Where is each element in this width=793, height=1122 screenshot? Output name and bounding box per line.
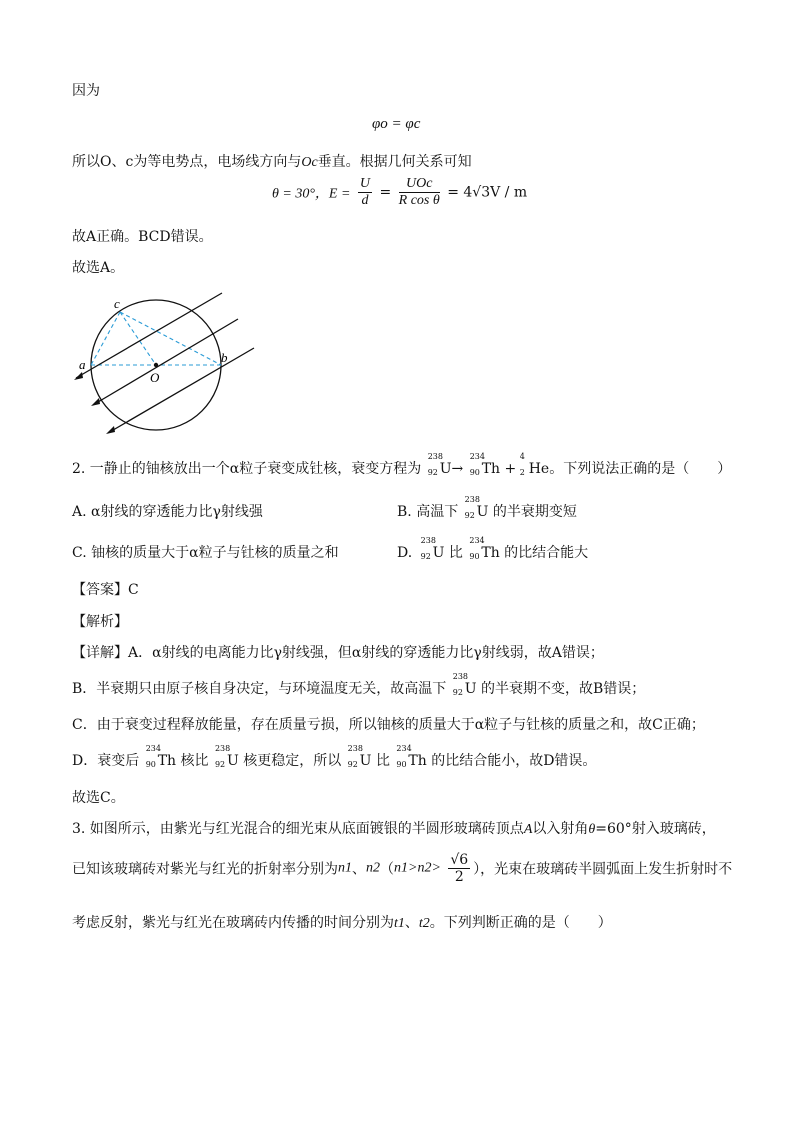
dashed-ca bbox=[91, 312, 120, 365]
theta-symbol: θ bbox=[588, 822, 596, 837]
sqrt6-over-2 bbox=[448, 852, 470, 885]
analysis-tag: 【解析】 bbox=[72, 614, 128, 630]
q3-line3: 考虑反射，紫光与红光在玻璃砖内传播的时间分别为t1、t2。下列判断正确的是（ ） bbox=[72, 915, 612, 931]
because-text: 因为 bbox=[72, 83, 100, 99]
uoc-over-rcos bbox=[399, 176, 440, 209]
q3-line1: 3. 如图所示，由紫光与红光混合的细光束从底面镀银的半圆形玻璃砖顶点A以入射角θ=60°射入玻璃砖， bbox=[72, 821, 716, 837]
u238-nuclide-d: 238 92 U bbox=[420, 536, 445, 561]
equipotential-text-end: 垂直。根据几何关系可知 bbox=[317, 154, 472, 170]
n2-symbol: n2 bbox=[366, 860, 380, 876]
u-over-d-den: d bbox=[361, 193, 369, 208]
he4-nuclide: 4 2 He bbox=[519, 452, 550, 477]
q2-option-b: B. 高温下 238 92 U 的半衰期变短 bbox=[397, 495, 577, 520]
field-result: = 4√3V / m bbox=[447, 184, 528, 201]
u238-nuclide-detail-d2: 238 92 U bbox=[347, 744, 372, 769]
uoc-num: UOc bbox=[399, 176, 440, 193]
decay-arrow: → bbox=[451, 461, 464, 477]
q2-answer bbox=[72, 579, 139, 599]
answer-tag: 【答案】 bbox=[72, 582, 128, 598]
detail-d-line: D．衰变后 234 90 Th 核比 238 92 U 核更稳定，所以 238 92 U 比 234 90 Th 的比结合能小，故D错误。 bbox=[72, 744, 597, 769]
choose-c-text: 故选C。 bbox=[72, 790, 125, 806]
label-o: O bbox=[150, 370, 160, 385]
field-equation bbox=[272, 176, 527, 209]
u-over-d bbox=[358, 176, 372, 209]
q2-stem-text: 2. 一静止的铀核放出一个α粒子衰变成钍核，衰变方程为 bbox=[72, 461, 422, 477]
th234-nuclide-d: 234 90 Th bbox=[469, 536, 500, 561]
plus-sign: + bbox=[504, 461, 517, 477]
t2-symbol: t2 bbox=[418, 916, 430, 931]
q2-stem-end: 。下列说法正确的是（ ） bbox=[549, 461, 732, 477]
th234-nuclide-detail-d2: 234 90 Th bbox=[396, 744, 427, 769]
detail-a-text: A．α射线的电离能力比γ射线强，但α射线的穿透能力比γ射线弱，故A错误； bbox=[128, 645, 604, 661]
n1-symbol: n1 bbox=[338, 860, 352, 876]
q2-stem bbox=[72, 452, 732, 478]
condition: n1>n2> bbox=[394, 860, 441, 876]
detail-b-line: B．半衰期只由原子核自身决定，与环境温度无关，故高温下 238 92 U 的半衰期不变，故B错误； bbox=[72, 672, 646, 697]
label-b: b bbox=[221, 350, 228, 365]
center-dot bbox=[154, 363, 158, 367]
uoc-den: R cos θ bbox=[398, 193, 440, 208]
u238-nuclide-detail-d: 238 92 U bbox=[214, 744, 239, 769]
dashed-co bbox=[120, 312, 156, 365]
label-c: c bbox=[114, 296, 120, 311]
equipotential-line bbox=[72, 151, 472, 171]
eq-sign: = bbox=[379, 184, 392, 201]
q3-line2: 已知该玻璃砖对紫光与红光的折射率分别为n1、n2（n1>n2> $\frac{√6}{2}$ ），光束在玻璃砖半圆弧面上发生折射时不 bbox=[72, 852, 733, 885]
theta-eq: θ = 30°，E = bbox=[272, 186, 351, 202]
u238-nuclide: 238 92 U bbox=[427, 452, 452, 477]
th234-nuclide-detail-d: 234 90 Th bbox=[145, 744, 177, 769]
a-correct-text: 故A正确。BCD错误。 bbox=[72, 229, 213, 245]
q2-option-a: A. α射线的穿透能力比γ射线强 bbox=[72, 504, 263, 520]
arrow-3 bbox=[106, 426, 115, 434]
detail-a-line bbox=[72, 642, 604, 662]
arrow-1 bbox=[74, 372, 83, 380]
u-over-d-num: U bbox=[359, 176, 370, 191]
point-a: A bbox=[523, 822, 533, 837]
detail-tag: 【详解】 bbox=[72, 645, 128, 661]
equipotential-text: 所以O、c为等电势点，电场线方向与 bbox=[72, 154, 302, 170]
q2-option-d: D. 238 92 U 比 234 90 Th 的比结合能大 bbox=[397, 536, 589, 561]
sqrt6: √6 bbox=[450, 852, 469, 868]
detail-c-line: C．由于衰变过程释放能量，存在质量亏损，所以铀核的质量大于α粒子与钍核的质量之和，故C正确； bbox=[72, 717, 705, 733]
t1-symbol: t1 bbox=[394, 916, 405, 931]
q2-option-c: C. 铀核的质量大于α粒子与钍核的质量之和 bbox=[72, 545, 339, 561]
two: 2 bbox=[454, 869, 464, 885]
u238-nuclide-detail-b: 238 92 U bbox=[452, 672, 477, 697]
answer-value: C bbox=[128, 582, 139, 598]
label-a: a bbox=[79, 357, 86, 372]
oc-symbol: Oc bbox=[301, 155, 318, 170]
th234-nuclide: 234 90 Th bbox=[469, 452, 501, 477]
choose-a-text: 故选A。 bbox=[72, 260, 125, 276]
phi-equation: φo = φc bbox=[372, 116, 421, 132]
field-line-3 bbox=[108, 348, 254, 433]
arrow-2 bbox=[91, 398, 100, 406]
circle-field-figure bbox=[66, 292, 266, 442]
u238-nuclide-b: 238 92 U bbox=[464, 495, 489, 520]
